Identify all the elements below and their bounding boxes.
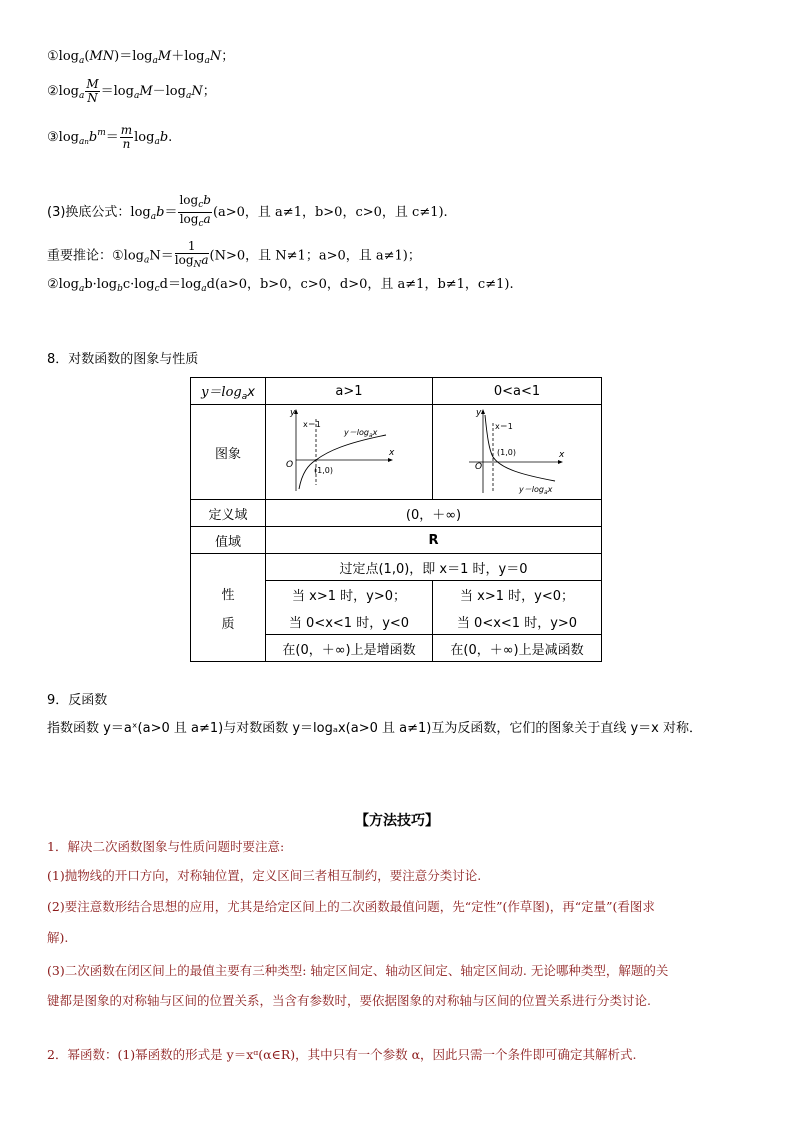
svg-text:y＝logax: $y=\log_ax$ — [519, 485, 553, 496]
section-9-title: 9．反函数 — [47, 693, 108, 708]
svg-text:x: x — [389, 448, 395, 458]
method-p5: 2．幂函数：(1)幂函数的形式是 y＝xᵅ(α∈R)，其中只有一个参数 α，因此只需一个条件即可确定其解析式. — [47, 1047, 637, 1062]
svg-text:(1,0): (1,0) — [314, 466, 333, 475]
formula-log-power: $③\log_{an}b^m=$ $\frac{m}{n}$ $\log_ab$. — [47, 123, 173, 151]
monotonic-decreasing: 在(0，＋∞)上是减函数 — [433, 635, 602, 662]
header-a-gt-1: a>1 — [266, 378, 433, 405]
section-9-text: 指数函数 y＝aˣ(a>0 且 a≠1)与对数函数 y＝logₐx(a>0 且 a≠1)互为反函数，它们的图象关于直线 y＝x 对称． — [47, 721, 702, 736]
svg-text:y: y — [290, 408, 296, 418]
methods-title: 【方法技巧】 — [355, 813, 439, 829]
svg-text:x＝1: x＝1 — [495, 422, 513, 431]
section-8-title: 8．对数函数的图象与性质 — [47, 352, 199, 367]
svg-text:O: O — [286, 460, 294, 470]
increasing-log-graph — [266, 405, 432, 499]
formula-log-product: $①\log_a(MN)=\log_aM+\log_aN$； — [47, 49, 235, 66]
formula-log-quotient: $②\log_a$ $\frac{M}{N}$ $=\log_aM-\log_aN$； — [47, 77, 216, 105]
domain-value: (0，＋∞) — [266, 500, 602, 527]
log-function-table — [190, 377, 602, 662]
inference-reciprocal: 重要推论：$①\log_aN=$ $\frac{1}{\log_Na}$ (N>0，且 N≠1；a>0，且 a≠1)； — [47, 239, 421, 270]
svg-text:x: x — [559, 450, 565, 460]
sign-increasing: 当 x>1 时，y>0； 当 0<x<1 时，y<0 — [266, 581, 433, 635]
range-value: R — [266, 527, 602, 554]
method-p3b: 解). — [47, 930, 69, 945]
change-of-base-formula: (3)换底公式：$\log_ab=$ $\frac{\log_cb}{\log_ca}$ (a>0，且 a≠1，b>0，c>0，且 c≠1). — [47, 193, 448, 229]
method-p4b: 键都是图象的对称轴与区间的位置关系，当含有参数时，要依据图象的对称轴与区间的位置关系进行分类讨论. — [47, 993, 651, 1008]
sign-decreasing: 当 x>1 时，y<0； 当 0<x<1 时，y>0 — [433, 581, 602, 635]
row-label-properties: 性 质 — [191, 554, 266, 662]
inference-chain: $②\log_ab\cdot\log_bc\cdot\log_cd=\log_ad(a>0$，b>0，c>0，d>0，且 a≠1，b≠1，c≠1). — [47, 277, 514, 294]
method-p4a: (3)二次函数在闭区间上的最值主要有三种类型: 轴定区间定、轴动区间定、轴定区间动. 无论哪种类型，解题的关 — [47, 963, 669, 978]
graph-increasing — [266, 405, 433, 500]
row-label-domain: 定义域 — [191, 500, 266, 527]
method-p3a: (2)要注意数形结合思想的应用，尤其是给定区间上的二次函数最值问题，先“定性”(作草图)，再“定量”(看图求 — [47, 899, 655, 914]
svg-text:x＝1: x＝1 — [303, 420, 321, 429]
row-label-range: 值域 — [191, 527, 266, 554]
decreasing-log-graph — [433, 405, 601, 499]
method-p1: 1．解决二次函数图象与性质问题时要注意: — [47, 839, 285, 854]
header-a-lt-1: 0<a<1 — [433, 378, 602, 405]
header-function: $y=\log_ax$ — [191, 378, 266, 405]
row-label-graph: 图象 — [191, 405, 266, 500]
graph-decreasing — [433, 405, 602, 500]
svg-text:y＝logax: $y=\log_ax$ — [344, 428, 378, 439]
fixed-point: 过定点(1,0)，即 x＝1 时，y＝0 — [266, 554, 602, 581]
svg-text:O: O — [475, 462, 483, 472]
monotonic-increasing: 在(0，＋∞)上是增函数 — [266, 635, 433, 662]
svg-text:(1,0): (1,0) — [497, 448, 516, 457]
method-p2: (1)抛物线的开口方向，对称轴位置，定义区间三者相互制约，要注意分类讨论. — [47, 868, 482, 883]
svg-text:y: y — [476, 408, 482, 418]
